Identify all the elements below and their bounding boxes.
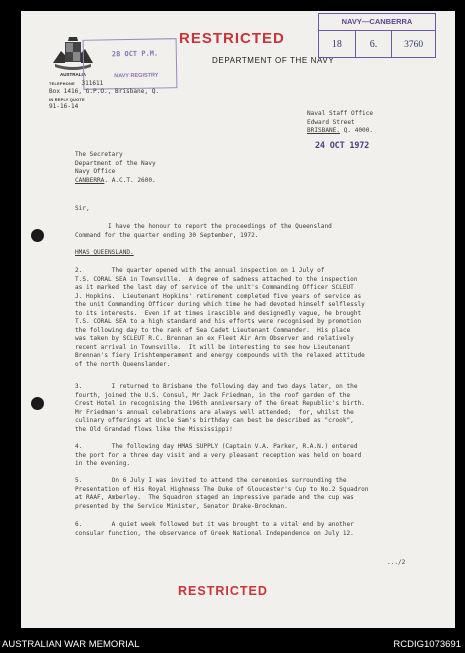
punch-hole-bottom: [31, 397, 44, 410]
recipient-state-postcode: . A.C.T. 2600.: [104, 176, 156, 184]
department-heading: DEPARTMENT OF THE NAVY: [212, 56, 335, 65]
sender-state-postcode: Q. 4000.: [343, 127, 374, 135]
telephone-label: TELEPHONE: [49, 82, 75, 86]
sender-line-2: Edward Street: [307, 118, 355, 126]
recipient-line-2: Department of the Navy: [75, 159, 156, 167]
archive-footer: [0, 636, 465, 653]
paragraph-4: 4. The following day HMAS SUPPLY (Captain V.A. Parker, R.A.N.) entered the port for a three day visit and a very pleasant reception was held on board in the evening.: [75, 443, 362, 468]
letterhead-contact: [49, 80, 159, 111]
recipient-line-1: The Secretary: [75, 151, 123, 158]
footer-id: RCDIG1073691: [393, 639, 461, 650]
continuation-marker: .../2: [387, 559, 406, 566]
sender-city: BRISBANE.: [307, 127, 341, 135]
received-stamp-office: NAVY REGISTRY: [114, 72, 159, 80]
restricted-stamp-top: RESTRICTED: [179, 30, 285, 47]
date-stamp: 24 OCT 1972: [315, 141, 370, 151]
telephone-number: 311611: [81, 80, 104, 87]
sender-line-1: Naval Staff Office: [307, 110, 374, 117]
paragraph-6: 6. A quiet week followed but it was brought to a vital end by another consular function, the observance of Greek National Independence on July 12.: [75, 521, 354, 537]
registry-cell-3: 3760: [404, 39, 424, 50]
reply-label: IN REPLY QUOTE: [49, 97, 85, 102]
recipient-line-3: Navy Office: [75, 168, 116, 176]
footer-source: AUSTRALIAN WAR MEMORIAL: [2, 639, 140, 650]
registry-stamp: [318, 13, 436, 58]
recipient-address: [75, 151, 156, 185]
recipient-city: CANBERRA: [75, 176, 105, 184]
registry-cell-1: 18: [319, 31, 356, 58]
restricted-stamp-bottom: RESTRICTED: [178, 584, 268, 598]
document-page: [21, 11, 455, 628]
received-stamp-date: 28 OCT P.M.: [111, 49, 159, 59]
registry-stamp-grid: [319, 30, 435, 58]
paragraph-3: 3. I returned to Brisbane the following day and two days later, on the fourth, joined the U.S. Consul, Mr Jack Friedman, in the roof garden of the Crest Hotel in recognising the 196th anniversary of the Great Republic's birth. Mr Friedman's annual celebrations are always well attended; for, whilst the culinary offerings at Uncle Sam's birthday can best be described as "crook", the Old Grandad flows like the Mississippi!: [75, 383, 365, 433]
registry-stamp-title: NAVY—CANBERRA: [341, 17, 413, 26]
paragraph-5: 5. On 6 July I was invited to attend the ceremonies surrounding the Presentation of His Royal Highness The Duke of Gloucester's Cup to No.2 Squadron at RAAF, Amberley. The Squadron staged an impressive parade and the cup was presented by the Service Minister, Senator Drake-Brockman.: [75, 477, 369, 510]
crest-label: AUSTRALIA: [60, 72, 86, 77]
punch-hole-top: [31, 229, 44, 242]
intro-paragraph: I have the honour to report the proceedings of the Queensland Command for the quarter ending 30 September, 1972.: [75, 223, 332, 239]
reference-number: 91-16-14: [49, 102, 79, 110]
paragraph-2: 2. The quarter opened with the annual inspection on 1 July of T.S. CORAL SEA in Townsville. A degree of sadness attached to the inspection as it marked the last day of service of the unit's Commanding Officer SCLEUT J. Hopkins. Lieutenant Hopkins' retirement completed five years of service as the unit Commanding Officer during which time he had devoted himself selflessly to its interests. Even if at times irascible and designedly vague, he brought T.S. CORAL SEA to a high standard and his efforts were recognised by promotion the following day to the rank of Sea Cadet Lieutenant Commander. His place was taken by SCLEUT R.C. Brennan an ex Fleet Air Arm Observer and relatively recent arrival in Townsville. It will be interesting to see how Lieutenant Brennan's fiery Irishtemperament and energy compounds with the relaxed attitude of the north Queenslander.: [75, 267, 365, 369]
postal-address: Box 1416, G.P.O., Brisbane, Q.: [49, 88, 160, 95]
salutation: Sir,: [75, 205, 90, 212]
registry-cell-2: 6.: [356, 31, 393, 58]
sender-address: [307, 110, 373, 136]
section-heading: HMAS QUEENSLAND.: [75, 249, 134, 256]
